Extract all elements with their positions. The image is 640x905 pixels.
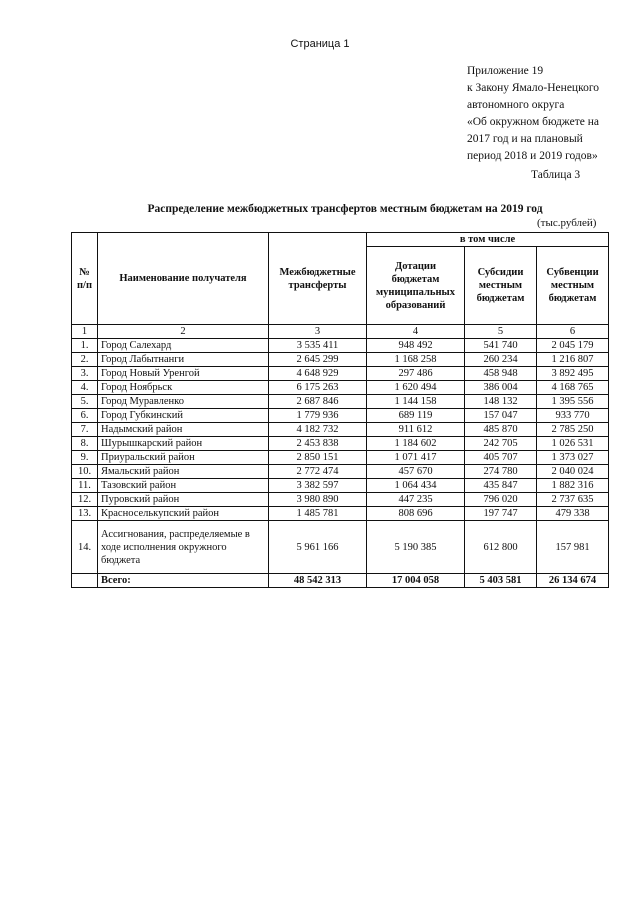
row-number: 13. bbox=[72, 507, 98, 521]
header-row bbox=[72, 233, 609, 247]
subventions-value: 2 040 024 bbox=[537, 465, 609, 479]
subsidies-value: 242 705 bbox=[465, 437, 537, 451]
column-number: 5 bbox=[465, 325, 537, 339]
total-grants: 17 004 058 bbox=[367, 574, 465, 588]
table-row bbox=[72, 339, 609, 353]
appendix-line: «Об окружном бюджете на bbox=[467, 116, 599, 128]
grants-value: 1 168 258 bbox=[367, 353, 465, 367]
recipient-name: Шурышкарский район bbox=[98, 437, 269, 451]
subventions-value: 1 216 807 bbox=[537, 353, 609, 367]
table-row bbox=[72, 451, 609, 465]
units-label: (тыс.рублей) bbox=[537, 217, 597, 229]
column-number-row bbox=[72, 325, 609, 339]
subventions-value: 2 785 250 bbox=[537, 423, 609, 437]
transfers-value: 6 175 263 bbox=[269, 381, 367, 395]
subsidies-value: 386 004 bbox=[465, 381, 537, 395]
table-row bbox=[72, 423, 609, 437]
table-row bbox=[72, 395, 609, 409]
table-row bbox=[72, 409, 609, 423]
subventions-value: 2 737 635 bbox=[537, 493, 609, 507]
subsidies-value: 796 020 bbox=[465, 493, 537, 507]
transfers-value: 3 535 411 bbox=[269, 339, 367, 353]
subsidies-value: 612 800 bbox=[465, 521, 537, 574]
recipient-name: Город Ноябрьск bbox=[98, 381, 269, 395]
row-number: 8. bbox=[72, 437, 98, 451]
total-subsidies: 5 403 581 bbox=[465, 574, 537, 588]
recipient-name: Город Лабытнанги bbox=[98, 353, 269, 367]
recipient-name: Город Муравленко bbox=[98, 395, 269, 409]
header-subventions: Субвенции местным бюджетам bbox=[537, 247, 609, 325]
header-num: № п/п bbox=[72, 233, 98, 325]
appendix-line: 2017 год и на плановый bbox=[467, 133, 583, 145]
table-row bbox=[72, 521, 609, 574]
total-label: Всего: bbox=[98, 574, 269, 588]
transfers-value: 2 453 838 bbox=[269, 437, 367, 451]
row-number: 10. bbox=[72, 465, 98, 479]
subsidies-value: 485 870 bbox=[465, 423, 537, 437]
column-number: 4 bbox=[367, 325, 465, 339]
row-number: 5. bbox=[72, 395, 98, 409]
grants-value: 911 612 bbox=[367, 423, 465, 437]
header-subsidies: Субсидии местным бюджетам bbox=[465, 247, 537, 325]
grants-value: 1 620 494 bbox=[367, 381, 465, 395]
row-number: 6. bbox=[72, 409, 98, 423]
row-number: 7. bbox=[72, 423, 98, 437]
subventions-value: 1 026 531 bbox=[537, 437, 609, 451]
recipient-name: Тазовский район bbox=[98, 479, 269, 493]
row-number: 2. bbox=[72, 353, 98, 367]
subsidies-value: 274 780 bbox=[465, 465, 537, 479]
recipient-name: Приуральский район bbox=[98, 451, 269, 465]
table-number: Таблица 3 bbox=[531, 169, 581, 181]
table-row bbox=[72, 437, 609, 451]
recipient-name: Город Новый Уренгой bbox=[98, 367, 269, 381]
table-row bbox=[72, 465, 609, 479]
recipient-name: Ассигнования, распределяемые в ходе исполнения окружного бюджета bbox=[98, 521, 269, 574]
subventions-value: 3 892 495 bbox=[537, 367, 609, 381]
total-transfers: 48 542 313 bbox=[269, 574, 367, 588]
subsidies-value: 541 740 bbox=[465, 339, 537, 353]
recipient-name: Ямальский район bbox=[98, 465, 269, 479]
table-row bbox=[72, 367, 609, 381]
recipient-name: Пуровский район bbox=[98, 493, 269, 507]
grants-value: 948 492 bbox=[367, 339, 465, 353]
page-label: Страница 1 bbox=[290, 38, 350, 50]
table-body bbox=[72, 339, 609, 521]
appendix-line: Приложение 19 bbox=[467, 65, 544, 77]
grants-value: 689 119 bbox=[367, 409, 465, 423]
row-number: 1. bbox=[72, 339, 98, 353]
grants-value: 1 144 158 bbox=[367, 395, 465, 409]
subventions-value: 479 338 bbox=[537, 507, 609, 521]
table-row bbox=[72, 507, 609, 521]
transfers-value: 3 382 597 bbox=[269, 479, 367, 493]
transfers-value: 4 648 929 bbox=[269, 367, 367, 381]
recipient-name: Надымский район bbox=[98, 423, 269, 437]
transfers-value: 1 779 936 bbox=[269, 409, 367, 423]
header-grants: Дотации бюджетам муниципальных образований bbox=[367, 247, 465, 325]
subventions-value: 1 373 027 bbox=[537, 451, 609, 465]
column-number: 6 bbox=[537, 325, 609, 339]
total-subventions: 26 134 674 bbox=[537, 574, 609, 588]
subventions-value: 4 168 765 bbox=[537, 381, 609, 395]
table-row bbox=[72, 381, 609, 395]
document-title: Распределение межбюджетных трансфертов местным бюджетам на 2019 год bbox=[147, 203, 543, 215]
subventions-value: 1 395 556 bbox=[537, 395, 609, 409]
appendix-line: автономного округа bbox=[467, 99, 565, 111]
transfers-value: 3 980 890 bbox=[269, 493, 367, 507]
row-number: 12. bbox=[72, 493, 98, 507]
transfers-value: 5 961 166 bbox=[269, 521, 367, 574]
row-number: 14. bbox=[72, 521, 98, 574]
table-row bbox=[72, 353, 609, 367]
subsidies-value: 148 132 bbox=[465, 395, 537, 409]
table-row bbox=[72, 479, 609, 493]
recipient-name: Город Губкинский bbox=[98, 409, 269, 423]
header-name: Наименование получателя bbox=[98, 233, 269, 325]
grants-value: 1 071 417 bbox=[367, 451, 465, 465]
subsidies-value: 405 707 bbox=[465, 451, 537, 465]
grants-value: 457 670 bbox=[367, 465, 465, 479]
subsidies-value: 157 047 bbox=[465, 409, 537, 423]
row-number: 3. bbox=[72, 367, 98, 381]
header-including: в том числе bbox=[367, 233, 609, 247]
subventions-value: 2 045 179 bbox=[537, 339, 609, 353]
transfers-value: 4 182 732 bbox=[269, 423, 367, 437]
subsidies-value: 458 948 bbox=[465, 367, 537, 381]
appendix-note bbox=[467, 63, 635, 165]
row-number: 9. bbox=[72, 451, 98, 465]
subsidies-value: 435 847 bbox=[465, 479, 537, 493]
column-number: 1 bbox=[72, 325, 98, 339]
appendix-line: к Закону Ямало-Ненецкого bbox=[467, 82, 600, 94]
grants-value: 297 486 bbox=[367, 367, 465, 381]
transfers-value: 2 850 151 bbox=[269, 451, 367, 465]
header-transfers: Межбюджетные трансферты bbox=[269, 233, 367, 325]
grants-value: 447 235 bbox=[367, 493, 465, 507]
row-number: 11. bbox=[72, 479, 98, 493]
transfers-value: 1 485 781 bbox=[269, 507, 367, 521]
table-row bbox=[72, 493, 609, 507]
subventions-value: 1 882 316 bbox=[537, 479, 609, 493]
transfers-value: 2 772 474 bbox=[269, 465, 367, 479]
recipient-name: Красноселькупский район bbox=[98, 507, 269, 521]
total-num-cell bbox=[72, 574, 98, 588]
budget-table bbox=[71, 232, 609, 588]
recipient-name: Город Салехард bbox=[98, 339, 269, 353]
appendix-line: период 2018 и 2019 годов» bbox=[467, 150, 598, 162]
column-number: 3 bbox=[269, 325, 367, 339]
grants-value: 5 190 385 bbox=[367, 521, 465, 574]
grants-value: 1 184 602 bbox=[367, 437, 465, 451]
total-row bbox=[72, 574, 609, 588]
row-number: 4. bbox=[72, 381, 98, 395]
subventions-value: 933 770 bbox=[537, 409, 609, 423]
transfers-value: 2 645 299 bbox=[269, 353, 367, 367]
grants-value: 1 064 434 bbox=[367, 479, 465, 493]
subventions-value: 157 981 bbox=[537, 521, 609, 574]
subsidies-value: 260 234 bbox=[465, 353, 537, 367]
grants-value: 808 696 bbox=[367, 507, 465, 521]
transfers-value: 2 687 846 bbox=[269, 395, 367, 409]
column-number: 2 bbox=[98, 325, 269, 339]
subsidies-value: 197 747 bbox=[465, 507, 537, 521]
